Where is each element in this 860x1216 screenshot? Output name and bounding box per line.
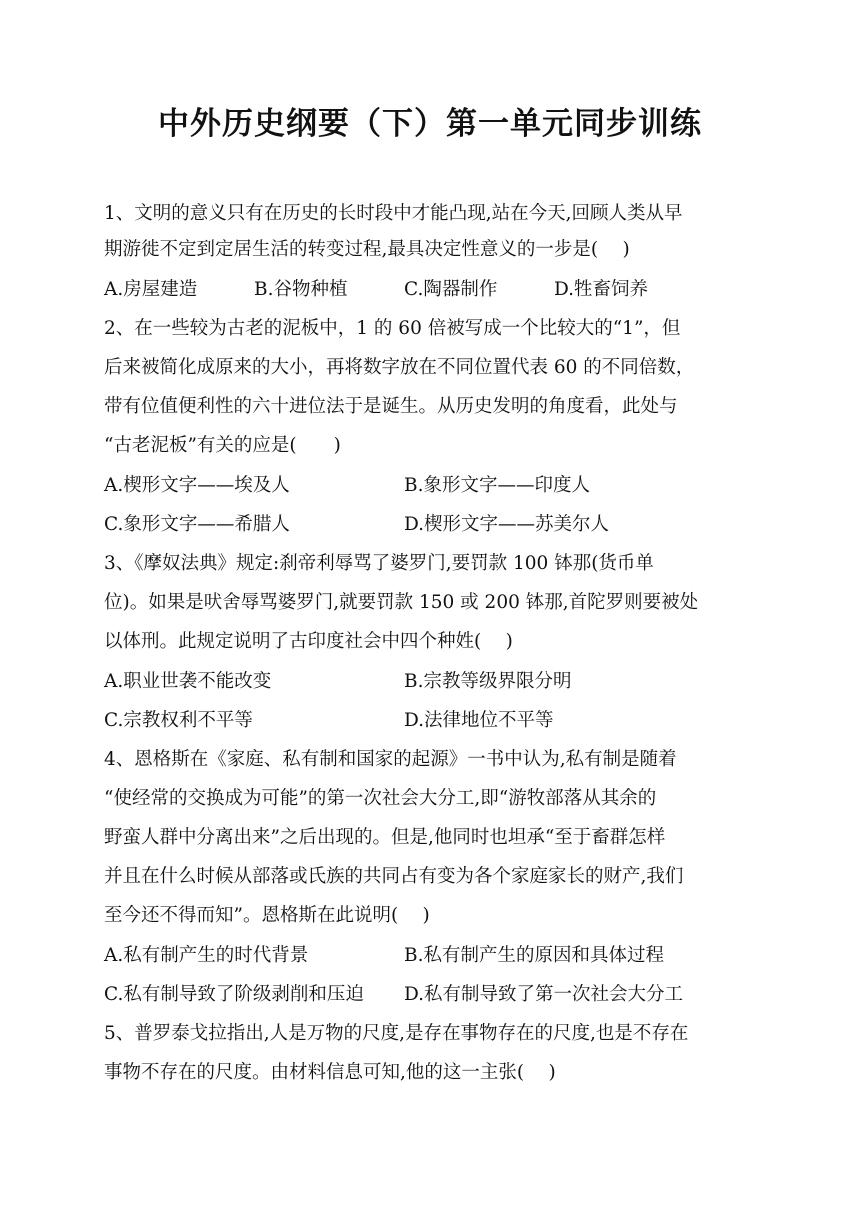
question-5-stem-line-2: 事物不存在的尺度。由材料信息可知,他的这一主张( ): [104, 1062, 556, 1083]
question-4-option-c: C.私有制导致了阶级剥削和压迫: [104, 984, 364, 1005]
question-2-stem-line-3: 带有位值便利性的六十进位法于是诞生。从历史发明的角度看，此处与: [104, 396, 678, 417]
question-1-stem-line-1: 1、文明的意义只有在历史的长时段中才能凸现,站在今天,回顾人类从早: [104, 203, 683, 224]
question-2-stem-line-2: 后来被简化成原来的大小，再将数字放在不同位置代表 60 的不同倍数，: [104, 357, 695, 378]
question-1-option-b: B.谷物种植: [254, 279, 348, 300]
question-4-option-a: A.私有制产生的时代背景: [104, 945, 309, 966]
question-4-stem-line-1: 4、恩格斯在《家庭、私有制和国家的起源》一书中认为,私有制是随着: [104, 749, 677, 770]
question-1-option-d: D.牲畜饲养: [554, 279, 649, 300]
question-1-option-a: A.房屋建造: [104, 279, 198, 300]
question-4-option-b: B.私有制产生的原因和具体过程: [404, 945, 664, 966]
question-2-stem-line-4: “古老泥板”有关的应是( ): [104, 435, 341, 456]
question-4-option-d: D.私有制导致了第一次社会大分工: [404, 984, 684, 1005]
question-3-stem-line-3: 以体刑。此规定说明了古印度社会中四个种姓( ): [104, 631, 513, 652]
question-3-stem-line-2: 位)。如果是吠舍辱骂婆罗门,就要罚款 150 或 200 钵那,首陀罗则要被处: [104, 592, 699, 613]
question-5-stem-line-1: 5、普罗泰戈拉指出,人是万物的尺度,是存在事物存在的尺度,也是不存在: [104, 1023, 689, 1044]
question-3-option-b: B.宗教等级界限分明: [404, 671, 572, 692]
question-2-option-c: C.象形文字——希腊人: [104, 514, 290, 535]
question-4-stem-line-4: 并且在什么时候从部落或氏族的共同占有变为各个家庭家长的财产,我们: [104, 866, 684, 887]
question-3-option-c: C.宗教权利不平等: [104, 710, 253, 731]
question-2-option-b: B.象形文字——印度人: [404, 475, 590, 496]
question-3-option-a: A.职业世袭不能改变: [104, 671, 272, 692]
question-2-option-d: D.楔形文字——苏美尔人: [404, 514, 610, 535]
question-4-stem-line-5: 至今还不得而知”。恩格斯在此说明( ): [104, 905, 430, 926]
question-4-stem-line-2: “使经常的交换成为可能”的第一次社会大分工,即“游牧部落从其余的: [104, 788, 657, 809]
question-3-stem-line-1: 3、《摩奴法典》规定:刹帝利辱骂了婆罗门,要罚款 100 钵那(货币单: [104, 553, 654, 574]
question-2-option-a: A.楔形文字——埃及人: [104, 475, 290, 496]
question-1-stem-line-2: 期游徙不定到定居生活的转变过程,最具决定性意义的一步是( ): [104, 239, 630, 260]
question-4-stem-line-3: 野蛮人群中分离出来”之后出现的。但是,他同时也坦承“至于畜群怎样: [104, 827, 666, 848]
question-3-option-d: D.法律地位不平等: [404, 710, 554, 731]
question-2-stem-line-1: 2、在一些较为古老的泥板中，1 的 60 倍被写成一个比较大的“1”，但: [104, 318, 681, 339]
page-title: 中外历史纲要（下）第一单元同步训练: [158, 106, 702, 142]
question-1-option-c: C.陶器制作: [404, 279, 498, 300]
